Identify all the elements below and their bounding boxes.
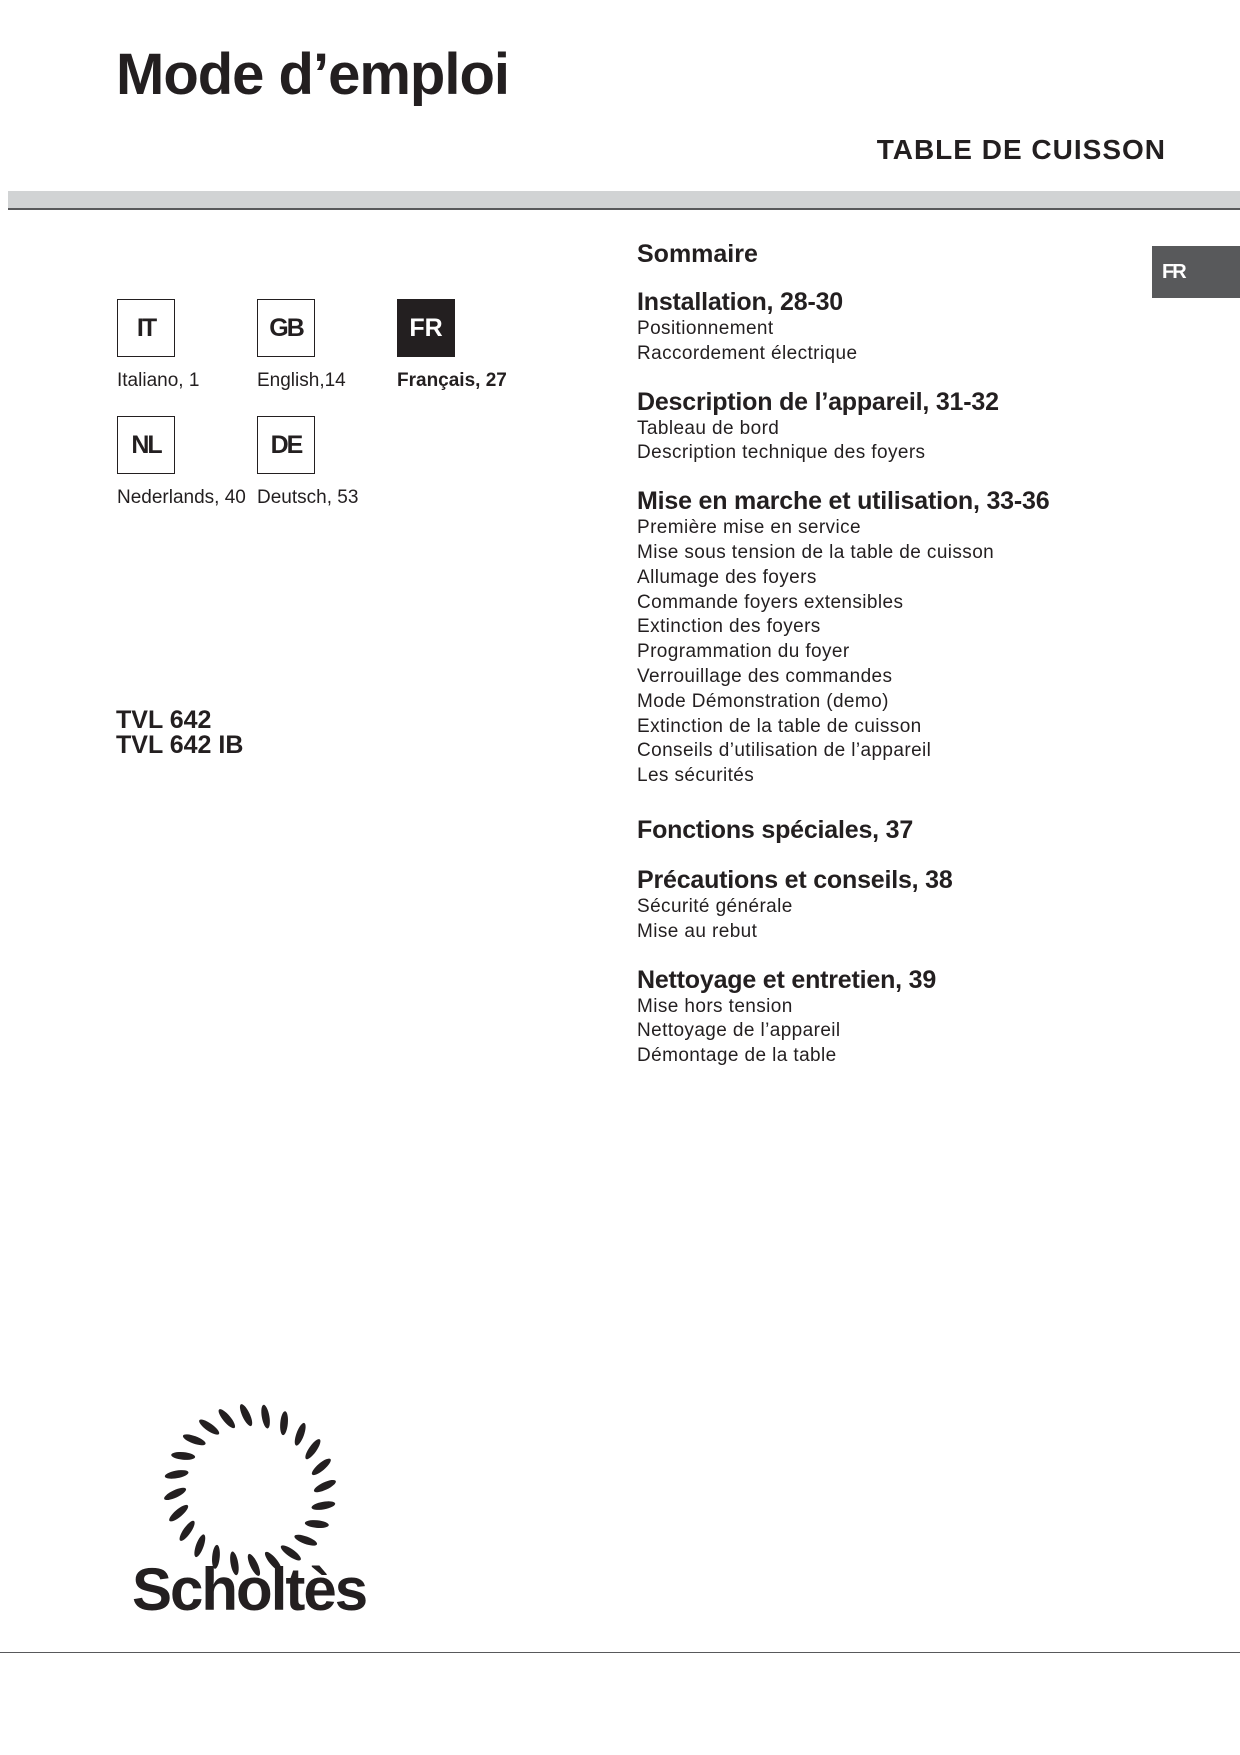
language-label-it: Italiano, 1 <box>117 370 200 391</box>
footer-divider <box>0 1652 1240 1653</box>
toc-section-fonctions <box>637 816 1157 845</box>
language-box-gb: GB <box>257 299 315 357</box>
toc-item: Tableau de bord <box>637 417 780 439</box>
toc-heading: Description de l’appareil, 31-32 <box>637 387 999 416</box>
language-label-gb: English,14 <box>257 370 346 391</box>
toc-section-nettoyage <box>637 966 1157 1069</box>
toc-item: Programmation du foyer <box>637 641 850 663</box>
toc-item: Mise au rebut <box>637 920 758 942</box>
language-box-de: DE <box>257 416 315 474</box>
toc-item: Mode Démonstration (demo) <box>637 690 889 712</box>
toc-item: Première mise en service <box>637 517 861 539</box>
header-divider-band <box>8 191 1240 210</box>
model-name: TVL 642 IB <box>116 731 244 759</box>
toc-section-precautions <box>637 866 1157 945</box>
document-title: Mode d’emploi <box>116 42 509 107</box>
language-box-fr: FR <box>397 299 455 357</box>
toc-heading: Mise en marche et utilisation, 33-36 <box>637 487 1050 516</box>
toc-heading: Nettoyage et entretien, 39 <box>637 965 937 994</box>
language-tab: FR <box>1152 246 1240 298</box>
toc-item: Démontage de la table <box>637 1045 837 1067</box>
toc-title: Sommaire <box>637 240 758 268</box>
toc-item: Extinction des foyers <box>637 616 821 638</box>
toc-item: Allumage des foyers <box>637 566 817 588</box>
toc-item: Mise sous tension de la table de cuisson <box>637 541 995 563</box>
brand-name: Scholtès <box>132 1556 367 1623</box>
toc-section-installation <box>637 288 1157 367</box>
toc-item: Positionnement <box>637 318 774 339</box>
toc-section-description <box>637 388 1157 467</box>
toc-item: Description technique des foyers <box>637 442 926 464</box>
toc-heading: Installation, 28-30 <box>637 288 843 316</box>
toc-item: Raccordement électrique <box>637 342 858 364</box>
language-box-it: IT <box>117 299 175 357</box>
toc-item: Commande foyers extensibles <box>637 591 904 613</box>
toc-heading: Précautions et conseils, 38 <box>637 865 953 894</box>
toc-item: Nettoyage de l’appareil <box>637 1020 841 1042</box>
table-of-contents <box>637 240 1157 1090</box>
toc-item: Extinction de la table de cuisson <box>637 715 922 737</box>
toc-item: Les sécurités <box>637 765 755 787</box>
language-label-nl: Nederlands, 40 <box>117 487 246 508</box>
language-label-de: Deutsch, 53 <box>257 487 359 508</box>
model-names <box>116 708 243 758</box>
model-name: TVL 642 <box>116 706 212 734</box>
toc-heading: Fonctions spéciales, 37 <box>637 815 914 844</box>
toc-item: Mise hors tension <box>637 995 793 1017</box>
toc-section-utilisation <box>637 487 1157 789</box>
language-label-fr: Français, 27 <box>397 370 507 391</box>
product-type-subtitle: TABLE DE CUISSON <box>876 134 1166 165</box>
toc-item: Verrouillage des commandes <box>637 665 893 687</box>
toc-item: Conseils d’utilisation de l’appareil <box>637 740 932 762</box>
toc-item: Sécurité générale <box>637 895 793 917</box>
language-box-nl: NL <box>117 416 175 474</box>
